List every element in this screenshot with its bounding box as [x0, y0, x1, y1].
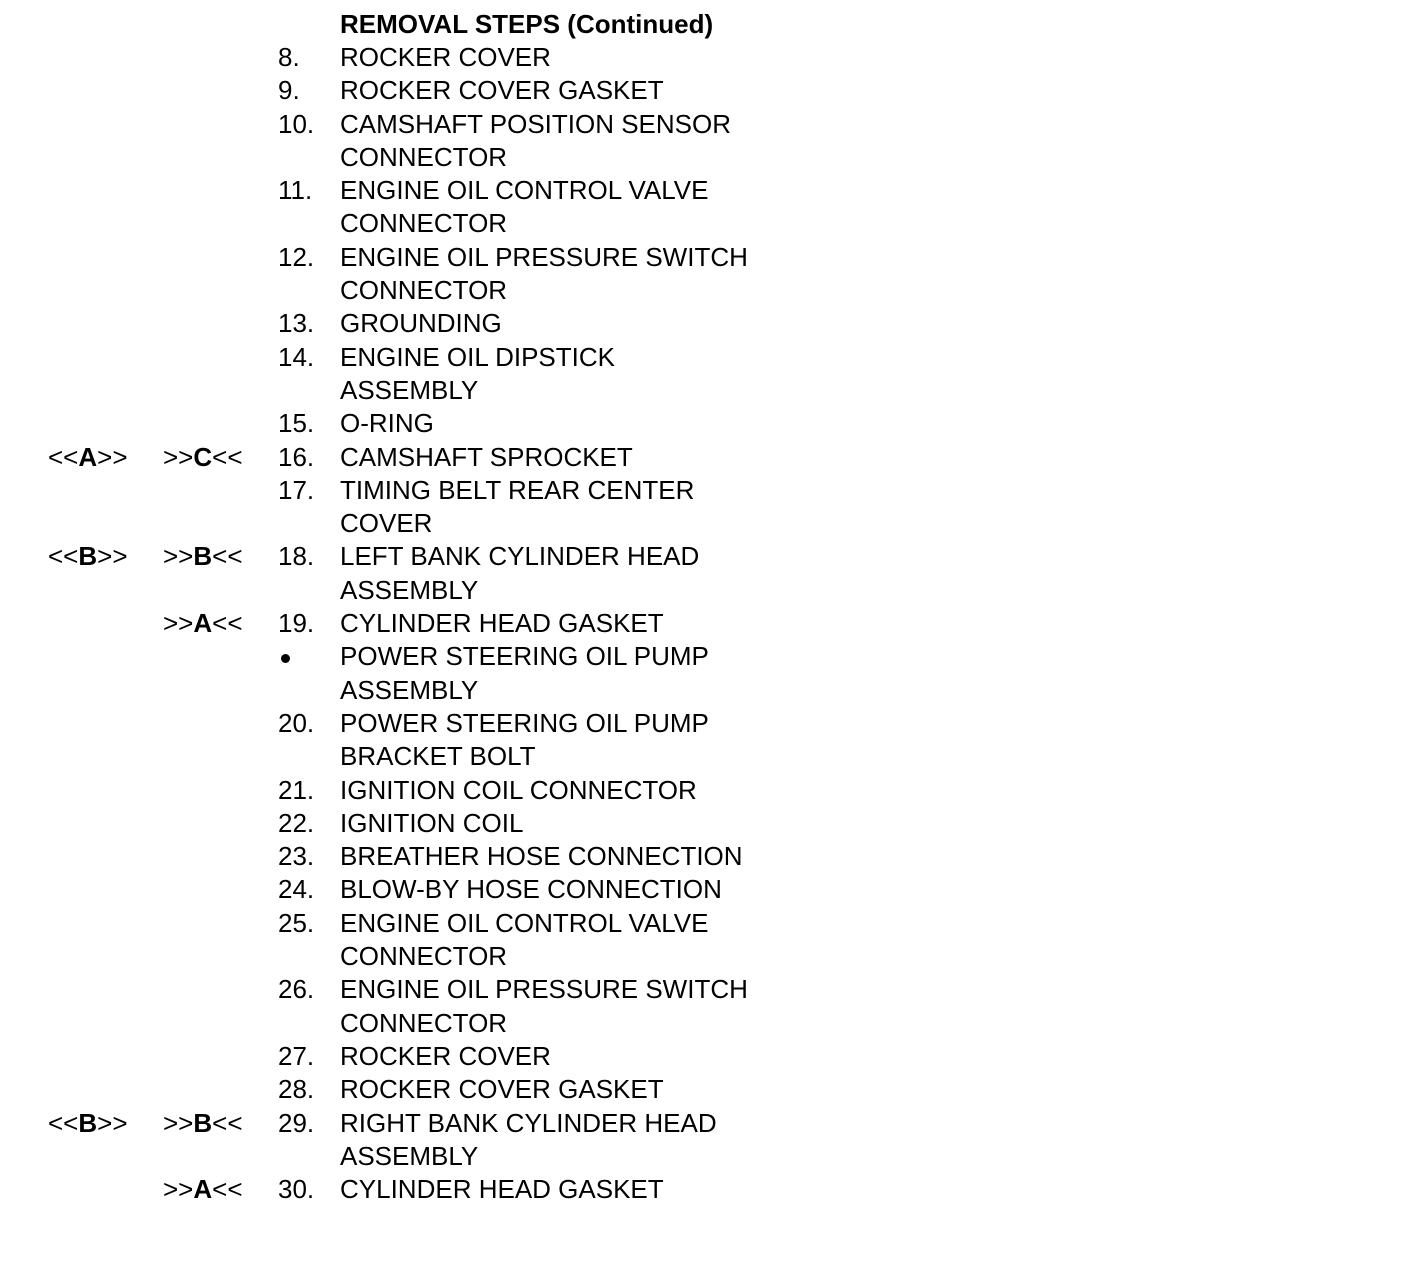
step-row: [0, 607, 900, 640]
step-number: 21.: [278, 774, 315, 805]
step-number: 26.: [278, 974, 315, 1005]
step-label: GROUNDING: [340, 308, 502, 339]
step-row: [0, 174, 900, 241]
step-number: 11.: [278, 175, 313, 206]
step-number: 30.: [278, 1174, 315, 1205]
step-number: 13.: [278, 308, 315, 339]
step-number: 23.: [278, 841, 315, 872]
step-number: 8.: [278, 42, 300, 72]
step-label: ROCKER COVER GASKET: [340, 1074, 664, 1105]
step-number: 25.: [278, 907, 315, 938]
step-number: 28.: [278, 1074, 315, 1105]
step-label: ENGINE OIL PRESSURE SWITCH CONNECTOR: [340, 241, 748, 306]
step-label: ROCKER COVER GASKET: [340, 75, 664, 106]
step-row: [0, 41, 900, 74]
installation-service-mark: >>A<<: [163, 1174, 243, 1205]
step-row: [0, 341, 900, 408]
installation-service-mark: >>C<<: [163, 441, 243, 472]
step-label: CYLINDER HEAD GASKET: [340, 608, 664, 639]
step-number: 10.: [278, 108, 315, 139]
step-row: [0, 774, 900, 807]
step-label: CAMSHAFT SPROCKET: [340, 441, 633, 472]
step-label: BLOW-BY HOSE CONNECTION: [340, 874, 722, 905]
step-label: POWER STEERING OIL PUMP BRACKET BOLT: [340, 707, 709, 772]
installation-service-mark: >>B<<: [163, 1107, 243, 1138]
step-label: POWER STEERING OIL PUMP ASSEMBLY: [340, 641, 709, 705]
step-label: ENGINE OIL CONTROL VALVE CONNECTOR: [340, 175, 709, 239]
step-row: [0, 108, 900, 175]
step-row: [0, 640, 900, 707]
step-label: ENGINE OIL DIPSTICK ASSEMBLY: [340, 341, 615, 405]
step-label: LEFT BANK CYLINDER HEAD ASSEMBLY: [340, 541, 700, 605]
step-label: TIMING BELT REAR CENTER COVER: [340, 474, 695, 539]
step-label: IGNITION COIL CONNECTOR: [340, 774, 697, 805]
step-number: 22.: [278, 807, 315, 838]
step-row: [0, 807, 900, 840]
step-number: 12.: [278, 241, 315, 272]
step-row: [0, 907, 900, 974]
step-row: [0, 241, 900, 308]
step-number: 18.: [278, 541, 315, 572]
step-label: RIGHT BANK CYLINDER HEAD ASSEMBLY: [340, 1107, 717, 1171]
installation-service-mark: >>B<<: [163, 541, 243, 572]
removal-service-mark: <<B>>: [48, 541, 128, 572]
step-number: 20.: [278, 707, 315, 738]
step-label: O-RING: [340, 408, 434, 439]
step-row: [0, 1073, 900, 1106]
installation-service-mark: >>A<<: [163, 608, 243, 639]
step-number: 14.: [278, 341, 315, 372]
step-number: 27.: [278, 1040, 315, 1071]
step-row: [0, 307, 900, 340]
step-row: [0, 407, 900, 440]
step-row: [0, 873, 900, 906]
removal-service-mark: <<B>>: [48, 1107, 128, 1138]
step-number: 29.: [278, 1107, 315, 1138]
step-number: 24.: [278, 874, 315, 905]
step-row: [0, 1040, 900, 1073]
step-row: [0, 1173, 900, 1206]
step-row: [0, 441, 900, 474]
removal-steps-list: [0, 41, 900, 1206]
step-label: ROCKER COVER: [340, 42, 551, 72]
step-number: 17.: [278, 474, 315, 505]
step-row: [0, 840, 900, 873]
step-label: ROCKER COVER: [340, 1040, 551, 1071]
step-row: [0, 474, 900, 541]
step-label: CAMSHAFT POSITION SENSOR CONNECTOR: [340, 108, 732, 172]
step-row: [0, 74, 900, 107]
step-label: IGNITION COIL: [340, 807, 524, 838]
step-label: BREATHER HOSE CONNECTION: [340, 841, 743, 872]
removal-service-mark: <<A>>: [48, 441, 128, 472]
step-label: ENGINE OIL CONTROL VALVE CONNECTOR: [340, 907, 709, 972]
step-number: 16.: [278, 441, 315, 472]
step-row: [0, 540, 900, 607]
step-row: [0, 1107, 900, 1174]
bullet-icon: [281, 654, 290, 663]
step-row: [0, 707, 900, 774]
step-label: CYLINDER HEAD GASKET: [340, 1174, 664, 1205]
step-number: 15.: [278, 408, 315, 439]
step-row: [0, 973, 900, 1040]
step-label: ENGINE OIL PRESSURE SWITCH CONNECTOR: [340, 974, 748, 1038]
step-number: 19.: [278, 608, 315, 639]
page-title: REMOVAL STEPS (Continued): [340, 9, 714, 39]
step-number: 9.: [278, 75, 300, 106]
